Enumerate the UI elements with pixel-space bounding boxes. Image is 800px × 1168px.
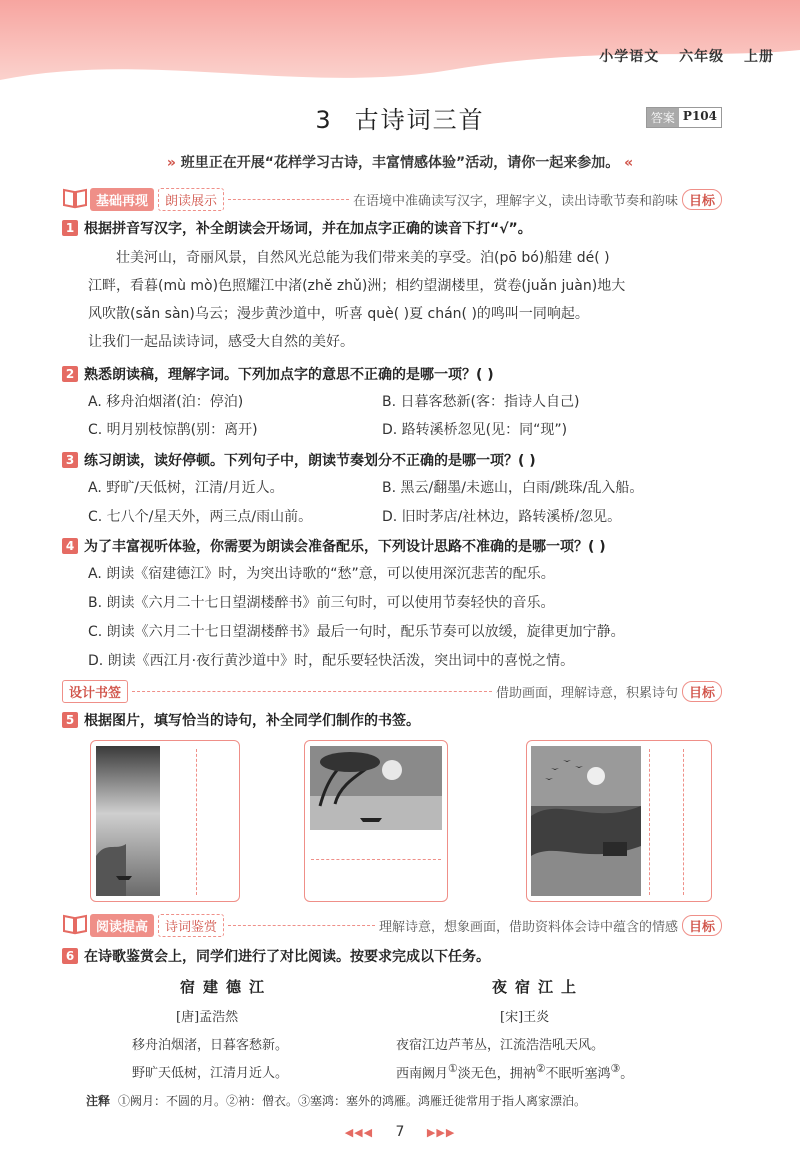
q3-option-a[interactable]: A. 野旷/天低树，江清/月近人。: [88, 480, 284, 496]
poem2-line-2c: 不眠听塞鸿: [545, 1066, 611, 1082]
notes-text: ①阙月：不圆的月。②衲：僧衣。③塞鸿：塞外的鸿雁。鸿雁迁徙常用于指人离家漂泊。: [118, 1094, 587, 1108]
note-marker-2: ②: [535, 1062, 546, 1075]
writing-line: [683, 749, 684, 895]
q2-option-b[interactable]: B. 日暮客愁新(客：指诗人自己): [382, 394, 580, 410]
night-village-birds-image: [531, 746, 641, 896]
q2-option-a[interactable]: A. 移舟泊烟渚(泊：停泊): [88, 394, 244, 410]
divider: [132, 691, 492, 692]
moonlit-lake-trees-image: [310, 746, 442, 830]
q4-option-c[interactable]: C. 朗读《六月二十七日望湖楼醉书》最后一句时，配乐节奏可以放缓，旋律更加宁静。: [88, 624, 625, 640]
poem2-line-2d: 。: [620, 1066, 634, 1082]
poem1-line-2: 野旷天低树，江清月近人。: [132, 1066, 289, 1081]
answer-label: 答案: [647, 108, 679, 127]
poem2-author: [宋]王炎: [500, 1010, 550, 1025]
question-6: [62, 946, 742, 968]
q1-line-3: 风吹散(sǎn sàn)乌云；漫步黄沙道中，听喜 què( )夏 chán( )的鸣叫一同响起。: [88, 306, 589, 322]
section-basic: [62, 188, 722, 210]
section-desc: 理解诗意，想象画面，借助资料体会诗中蕴含的情感: [378, 919, 678, 935]
left-chevrons-icon: »: [166, 155, 176, 171]
section-sub: 朗读展示: [158, 188, 224, 211]
poem2-line-2: [396, 1062, 633, 1081]
lesson-number: 3: [315, 106, 333, 134]
question-3: [62, 450, 742, 472]
writing-line: [649, 749, 650, 895]
question-prompt: 根据拼音写汉字，补全朗读会开场词，并在加点字正确的读音下打“√”。: [84, 221, 532, 237]
question-2: [62, 364, 742, 386]
q1-line-1: 壮美河山，奇丽风景，自然风光总能为我们带来美的享受。泊(pō bó)船建 dé( ): [116, 250, 610, 266]
poem2-line-2a: 西南阙月: [396, 1066, 449, 1082]
question-prompt: 练习朗读，读好停顿。下列句子中，朗读节奏划分不正确的是哪一项？( ): [84, 453, 536, 469]
q4-option-a[interactable]: A. 朗读《宿建德江》时，为突出诗歌的“愁”意，可以使用深沉悲苦的配乐。: [88, 566, 555, 582]
q2-option-d[interactable]: D. 路转溪桥忽见(见：同“现”): [382, 422, 568, 438]
lesson-title: 古诗词三首: [354, 106, 485, 134]
section-badge: 基础再现: [90, 188, 154, 211]
q3-option-c[interactable]: C. 七八个/星天外，两三点/雨山前。: [88, 509, 313, 525]
header-meta: [585, 46, 774, 66]
poem2-title: 夜宿江上: [492, 978, 585, 996]
question-5: [62, 710, 742, 732]
question-number: 4: [62, 538, 78, 554]
section-bookmark: [62, 680, 722, 702]
page-number: 7: [395, 1124, 405, 1140]
goal-tag: 目标: [682, 189, 722, 210]
poem2-line-1: 夜宿江边芦苇丛，江流浩浩吼天风。: [396, 1038, 605, 1053]
poem2-line-2b: 淡无色，拥衲: [457, 1066, 536, 1082]
question-prompt: 在诗歌鉴赏会上，同学们进行了对比阅读。按要求完成以下任务。: [84, 949, 490, 965]
question-prompt: 根据图片，填写恰当的诗句，补全同学们制作的书签。: [84, 713, 420, 729]
section-badge: 阅读提高: [90, 914, 154, 937]
q3-option-d[interactable]: D. 旧时茅店/社林边，路转溪桥/忽见。: [382, 509, 622, 525]
note-marker-1: ①: [448, 1062, 458, 1075]
writing-line: [196, 749, 197, 895]
intro-text: 班里正在开展“花样学习古诗，丰富情感体验”活动，请你一起来参加。: [180, 155, 620, 171]
q4-option-b[interactable]: B. 朗读《六月二十七日望湖楼醉书》前三句时，可以使用节奏轻快的音乐。: [88, 595, 555, 611]
question-prompt: 为了丰富视听体验，你需要为朗读会准备配乐，下列设计思路不准确的是哪一项？( ): [84, 539, 606, 555]
section-reading: [62, 914, 722, 936]
section-sub: 诗词鉴赏: [158, 914, 224, 937]
page-footer: [0, 1124, 800, 1140]
poem1-author: [唐]孟浩然: [176, 1010, 239, 1025]
q3-option-b[interactable]: B. 黑云/翻墨/未遮山，白雨/跳珠/乱入船。: [382, 480, 644, 496]
q1-line-2: 江畔，看暮(mù mò)色照耀江中渚(zhě zhǔ)洲；相约望湖楼里，赏卷(juǎn juàn)地大: [88, 278, 626, 294]
book-icon: [62, 186, 88, 210]
question-number: 6: [62, 948, 78, 964]
q2-option-c[interactable]: C. 明月别枝惊鹊(别：离开): [88, 422, 258, 438]
divider: [228, 925, 375, 926]
divider: [228, 199, 349, 200]
question-number: 5: [62, 712, 78, 728]
poem1-line-1: 移舟泊烟渚，日暮客愁新。: [132, 1038, 289, 1053]
question-1: [62, 218, 742, 240]
grade: 六年级: [679, 49, 725, 65]
notes-label: 注释: [86, 1094, 111, 1108]
question-prompt: 熟悉朗读稿，理解字词。下列加点字的意思不正确的是哪一项？( ): [84, 367, 494, 383]
goal-tag: 目标: [682, 915, 722, 936]
q4-option-d[interactable]: D. 朗读《西江月·夜行黄沙道中》时，配乐要轻快活泼，突出词中的喜悦之情。: [88, 653, 575, 669]
section-desc: 借助画面，理解诗意，积累诗句: [495, 685, 678, 701]
writing-line: [311, 859, 441, 860]
next-arrows-icon: ▶▶▶: [426, 1126, 456, 1139]
section-tag: 设计书签: [62, 680, 128, 703]
intro-banner: [0, 152, 800, 172]
book-icon: [62, 912, 88, 936]
footnotes: [86, 1092, 586, 1109]
volume: 上册: [744, 49, 774, 65]
subject: 小学语文: [599, 49, 660, 65]
poem1-title: 宿建德江: [180, 978, 273, 996]
section-desc: 在语境中准确读写汉字，理解字义，读出诗歌节奏和韵味: [352, 193, 678, 209]
goal-tag: 目标: [682, 681, 722, 702]
prev-arrows-icon: ◀◀◀: [344, 1126, 374, 1139]
question-number: 2: [62, 366, 78, 382]
question-number: 3: [62, 452, 78, 468]
answer-page: P104: [682, 109, 717, 123]
question-number: 1: [62, 220, 78, 236]
note-marker-3: ③: [610, 1062, 621, 1075]
question-4: [62, 536, 742, 558]
right-chevrons-icon: «: [624, 155, 634, 171]
misty-river-boat-image: [96, 746, 160, 896]
answer-ref[interactable]: [646, 107, 722, 128]
q1-line-4: 让我们一起品读诗词，感受大自然的美好。: [88, 334, 354, 350]
